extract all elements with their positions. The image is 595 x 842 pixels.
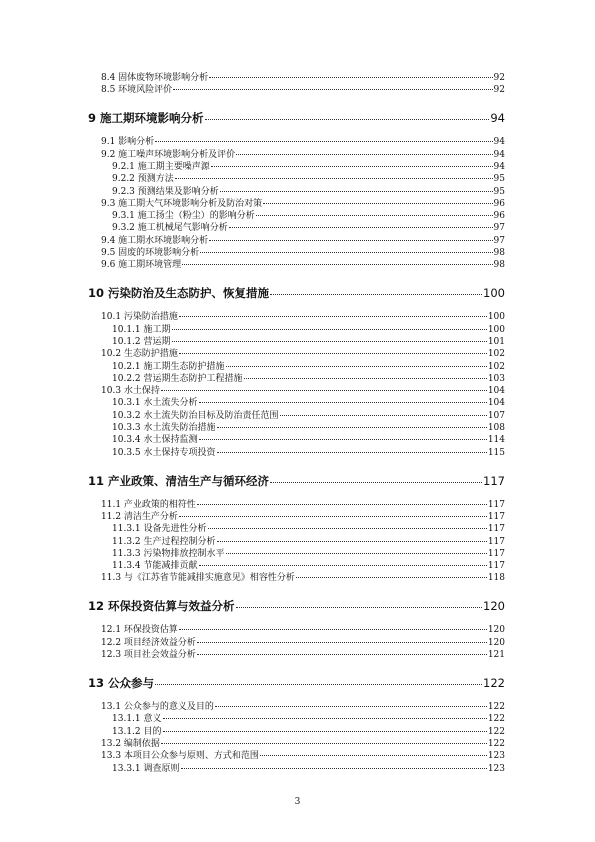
toc-chapter[interactable] [88,285,505,301]
toc-entry[interactable] [101,257,505,270]
toc-entry-title: 10.3.5 水土保持专项投资 [112,447,216,458]
toc-entry[interactable] [112,171,505,184]
toc-dot-leader [280,415,487,416]
toc-dot-leader [175,178,493,179]
toc-dot-leader [163,718,487,719]
toc-page-number: 122 [487,726,505,737]
toc-page-number: 97 [493,223,505,234]
toc-entry-title: 13.1.2 目的 [112,726,162,737]
toc-page-number: 120 [483,599,505,614]
toc-entry-title: 10.2.1 施工期生态防护措施 [112,361,225,372]
toc-page-number: 94 [493,161,505,172]
toc-chapter[interactable] [88,110,505,126]
toc-dot-leader [244,378,487,379]
toc-dot-leader [217,427,487,428]
toc-dot-leader [226,366,487,367]
toc-entry[interactable] [112,334,505,347]
toc-page-number: 122 [483,676,505,690]
toc-entry[interactable] [112,558,505,571]
toc-page-number: 115 [487,447,505,458]
toc-page-number: 107 [487,410,505,421]
toc-page-number: 95 [493,174,505,185]
toc-dot-leader [200,252,492,253]
toc-page-number: 122 [487,714,505,725]
toc-dot-leader [205,119,490,120]
toc-dot-leader [172,341,487,342]
toc-entry[interactable] [112,432,505,445]
toc-entry[interactable] [112,220,505,233]
toc-entry-title: 9.1 影响分析 [101,137,155,148]
toc-entry[interactable] [101,196,505,209]
toc-page-number: 101 [487,336,505,347]
toc-dot-leader [197,654,487,655]
toc-dot-leader [226,553,487,554]
toc-entry-title: 10.3 水土保持 [101,386,160,397]
toc-page-number: 94 [490,111,505,126]
toc-entry[interactable] [101,346,505,359]
toc-page-number: 123 [487,763,505,774]
toc-dot-leader [199,402,487,403]
toc-dot-leader [179,516,487,517]
page-number: 3 [294,797,301,807]
toc-page-number: 102 [487,361,505,372]
toc-dot-leader [220,191,493,192]
toc-entry-title: 9.4 施工期水环境影响分析 [101,235,209,246]
toc-dot-leader [215,706,487,707]
toc-page-number: 100 [487,312,505,323]
toc-entry[interactable] [101,245,505,258]
toc-page-number: 118 [487,573,505,584]
toc-page-number: 123 [487,751,505,762]
toc-entry-title: 9.3 施工期大气环境影响分析及防治对策 [101,198,263,209]
toc-entry-title: 11.3 与《江苏省节能减排实施意见》相容性分析 [101,573,295,584]
toc-entry[interactable] [101,622,505,635]
toc-page-number: 104 [487,398,505,409]
toc-entry[interactable] [112,420,505,433]
toc-dot-leader [172,329,487,330]
toc-entry[interactable] [112,408,505,421]
toc-entry[interactable] [112,371,505,384]
toc-page-number: 122 [487,702,505,712]
toc-entry[interactable] [112,359,505,372]
toc-entry-title: 13.3.1 调查原则 [112,763,180,774]
toc-entry-title: 13.1 公众参与的意义及目的 [101,702,214,712]
toc-entry[interactable] [101,570,505,583]
toc-entry-title: 9.2.1 施工期主要噪声源 [112,161,210,172]
toc-dot-leader [236,154,492,155]
toc-entry-title: 10.2.2 营运期生态防护工程措施 [112,373,243,384]
toc-page-number: 120 [487,637,505,648]
toc-dot-leader [217,452,487,453]
toc-entry[interactable] [101,736,505,749]
toc-entry-title: 12.3 项目社会效益分析 [101,650,196,660]
toc-entry[interactable] [101,309,505,322]
toc-page-number: 117 [487,511,505,522]
toc-page-number: 117 [487,561,505,572]
toc-page-number: 117 [487,524,505,535]
toc-dot-leader [236,607,483,608]
toc-dot-leader [260,755,487,756]
toc-entry[interactable] [112,521,505,534]
toc-page-number: 104 [487,386,505,397]
toc-entry-title: 9.2 施工噪声环境影响分析及评价 [101,149,236,160]
toc-dot-leader [161,743,487,744]
toc-page-number: 117 [487,499,505,510]
toc-page-number: 92 [493,73,505,83]
toc-chapter[interactable] [88,473,505,489]
toc-page-number: 98 [493,248,505,258]
toc-chapter[interactable] [88,598,505,614]
toc-entry[interactable] [112,711,505,724]
toc-entry-title: 10.1.1 施工期 [112,324,171,335]
toc-dot-leader [209,77,492,78]
toc-entry-title: 9.2.2 预测方法 [112,174,174,185]
toc-page-number: 92 [493,85,505,96]
toc-chapter[interactable] [88,675,505,691]
toc-entry[interactable] [112,159,505,172]
toc-page-number: 100 [487,324,505,335]
toc-entry-title: 12 环保投资估算与效益分析 [88,599,235,614]
toc-page-number: 96 [493,211,505,222]
toc-page-number: 96 [493,198,505,209]
toc-dot-leader [256,215,493,216]
toc-entry[interactable] [101,383,505,396]
toc-entry-title: 11 产业政策、清洁生产与循环经济 [88,473,270,488]
toc-page-number: 98 [493,260,505,271]
toc-entry[interactable] [112,546,505,559]
toc-entry[interactable] [112,184,505,197]
toc-entry-title: 9.2.3 预测结果及影响分析 [112,186,219,197]
toc-page-number: 95 [493,186,505,197]
toc-entry[interactable] [101,748,505,761]
toc-entry[interactable] [112,445,505,458]
toc-entry[interactable] [112,322,505,335]
toc-page-number: 120 [487,625,505,636]
toc-entry[interactable] [112,208,505,221]
toc-dot-leader [229,227,493,228]
toc-page-number: 114 [487,435,505,446]
toc-entry-title: 9.3.2 施工机械尾气影响分析 [112,223,228,234]
toc-dot-leader [296,577,487,578]
toc-entry-title: 9 施工期环境影响分析 [88,111,204,126]
toc-entry-title: 11.3.4 节能减排贡献 [112,561,198,572]
toc-entry-title: 11.3.2 生产过程控制分析 [112,536,216,547]
toc-page-number: 108 [487,423,505,433]
toc-dot-leader [199,565,487,566]
toc-entry-title: 11.1 产业政策的相符性 [101,499,196,510]
toc-entry[interactable] [101,497,505,510]
toc-entry-title: 12.2 项目经济效益分析 [101,637,196,648]
toc-entry-title: 10.3.1 水土流失分析 [112,398,198,409]
toc-dot-leader [163,731,487,732]
toc-entry[interactable] [101,699,505,712]
toc-dot-leader [209,240,492,241]
toc-dot-leader [161,390,487,391]
toc-page-number: 94 [493,137,505,148]
toc-entry-title: 10.2 生态防护措施 [101,349,178,360]
toc-entry-title: 13.2 编制依据 [101,738,160,749]
toc-entry-title: 10 污染防治及生态防护、恢复措施 [88,286,270,301]
toc-entry[interactable] [112,761,505,774]
toc-page-number: 122 [487,738,505,749]
toc-entry[interactable] [101,70,505,83]
toc-entry-title: 11.3.1 设备先进性分析 [112,524,207,535]
toc-entry[interactable] [101,509,505,522]
toc-entry-title: 10.1.2 营运期 [112,336,171,347]
toc-dot-leader [197,504,487,505]
toc-dot-leader [155,684,482,685]
toc-dot-leader [263,203,492,204]
toc-entry-title: 10.3.3 水土流失防治措施 [112,423,216,433]
toc-entry[interactable] [101,134,505,147]
toc-page-number: 97 [493,235,505,246]
toc-page-number: 103 [487,373,505,384]
toc-entry-title: 13 公众参与 [88,676,155,690]
toc-dot-leader [217,541,487,542]
toc-dot-leader [208,528,487,529]
toc-entry[interactable] [112,395,505,408]
toc-page-number: 117 [487,536,505,547]
toc-entry[interactable] [101,647,505,660]
toc-page-number: 121 [487,650,505,660]
toc-entry-title: 13.3 本项目公众参与原则、方式和范围 [101,751,259,762]
toc-page-number: 117 [487,548,505,559]
toc-entry-title: 9.5 固废的环境影响分析 [101,248,200,258]
toc-entry-title: 9.6 施工期环境管理 [101,260,182,271]
toc-dot-leader [181,768,487,769]
toc-entry[interactable] [112,724,505,737]
toc-entry[interactable] [112,534,505,547]
toc-entry-title: 10.3.4 水土保持监测 [112,435,198,446]
toc-page-number: 117 [483,473,505,488]
toc-dot-leader [179,316,487,317]
toc-entry-title: 10.1 污染防治措施 [101,312,178,323]
toc-page-number: 102 [487,349,505,360]
toc-entry-title: 11.2 清洁生产分析 [101,511,178,522]
toc-page-number: 100 [483,286,505,301]
toc-dot-leader [199,439,487,440]
toc-page-number: 94 [493,149,505,160]
toc-entry-title: 8.5 环境风险评价 [101,85,173,96]
toc-dot-leader [182,264,492,265]
toc-entry-title: 11.3.3 污染物排放控制水平 [112,548,225,559]
toc-entry[interactable] [101,233,505,246]
toc-entry-title: 12.1 环保投资估算 [101,625,178,636]
toc-dot-leader [179,353,487,354]
toc-dot-leader [197,642,487,643]
toc-dot-leader [270,482,482,483]
toc-dot-leader [155,141,492,142]
toc-entry[interactable] [101,147,505,160]
toc-entry[interactable] [101,635,505,648]
toc-dot-leader [211,166,493,167]
toc-dot-leader [173,89,492,90]
toc-entry[interactable] [101,82,505,95]
toc-dot-leader [270,294,482,295]
toc-entry-title: 8.4 固体废物环境影响分析 [101,73,209,83]
toc-entry-title: 13.1.1 意义 [112,714,162,725]
toc-dot-leader [179,629,487,630]
toc-entry-title: 10.3.2 水土流失防治目标及防治责任范围 [112,410,279,421]
toc-entry-title: 9.3.1 施工扬尘（粉尘）的影响分析 [112,211,255,222]
